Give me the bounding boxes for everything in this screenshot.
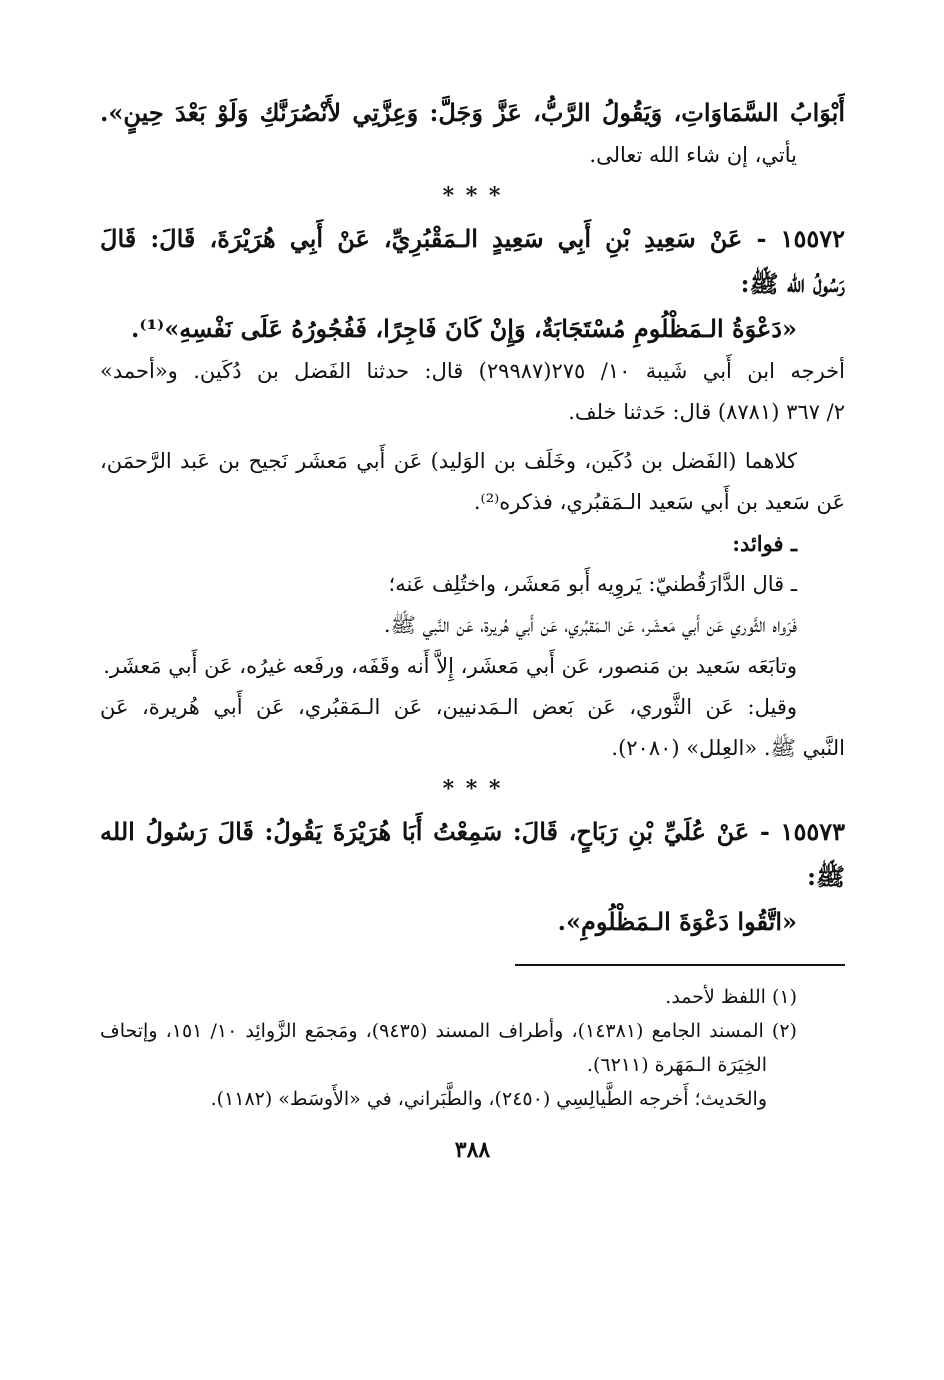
- benefit-line-3: وتابَعَه سَعيد بن مَنصور، عَن أَبي مَعشَر، إِلاَّ أَنه وقَفَه، ورفَعه غيرُه، عَن أَبي مَعشَر.: [103, 654, 797, 678]
- hadith-15573-first-line: ١٥٥٧٣ - عَنْ عُلَيِّ بْنِ رَبَاحٍ، قَالَ: سَمِعْتُ أَبَا هُرَيْرَةَ يَقُولُ: قَالَ رَسُولُ الله: [100, 817, 845, 846]
- benefit-line-5: النَّبي ﷺ. «العِلل» (٢٠٨٠).: [611, 736, 845, 760]
- footnote-1: (١) اللفظ لأحمد.: [665, 986, 797, 1008]
- chain-line-1: كلاهما (الفَضل بن دُكَين، وخَلَف بن الوَليد) عَن أَبي مَعشَر نَجيح بن عَبد الرَّحمَن،: [100, 449, 797, 473]
- section-separator: * * *: [442, 776, 503, 802]
- hadith-15573-salutation: ﷺ:: [807, 862, 845, 891]
- cross-reference-note: يأتي، إن شاء الله تعالى.: [589, 143, 797, 167]
- hadith-15573-matn: «اتَّقُوا دَعْوَةَ الـمَظْلُومِ».: [557, 907, 797, 936]
- page-number: ٣٨٨: [454, 1137, 491, 1163]
- book-page: [100, 90, 845, 1320]
- footnote-2-line-1: (٢) المسند الجامع (١٤٣٨١)، وأطراف المسند (٩٤٣٥)، ومَجمَع الزَّوائِد ١٠/ ١٥١، وإتحاف: [100, 1020, 797, 1042]
- text-line-1: أَبْوَابُ السَّمَاوَاتِ، وَيَقُولُ الرَّبُّ، عَزَّ وَجَلَّ: وَعِزَّتِي لأَنْصُرَنَّكِ وَلَوْ بَعْدَ حِينٍ».: [100, 98, 845, 127]
- benefit-line-1: ـ قال الدَّارَقُطنيّ: يَروِيه أَبو مَعشَر، واختُلِف عَنه؛: [388, 572, 797, 596]
- benefit-line-2: فَرَواه الثَّوري عَن أَبي مَعشَر، عَن الـمَقبُري، عَن أَبي هُريرة، عَن النَّبي ﷺ.: [383, 613, 797, 637]
- hadith-15572-first-line: ١٥٥٧٢ - عَنْ سَعِيدِ بْنِ أَبِي سَعِيدٍ الـمَقْبُرِيِّ، عَنْ أَبِي هُرَيْرَةَ، قَالَ: قَالَ: [100, 224, 845, 253]
- hadith-15572-matn: «دَعْوَةُ الـمَظْلُومِ مُسْتَجَابَةٌ، وَإِنْ كَانَ فَاجِرًا، فَفُجُورُهُ عَلَى نَفْسِهِ»⁽¹⁾.: [131, 314, 797, 343]
- footnote-divider: [515, 964, 845, 966]
- benefit-line-4: وقيل: عَن الثَّوري، عَن بَعض الـمَدنيين، عَن الـمَقبُري، عَن أَبي هُريرة، عَن: [100, 695, 797, 719]
- benefits-heading: ـ فوائد:: [732, 531, 797, 556]
- footnote-2-line-2: الخِيَرَة الـمَهَرة (٦٢١١).: [586, 1054, 767, 1076]
- takhrij-line-2: ٢/ ٣٦٧ (٨٧٨١) قال: حَدثنا خلف.: [568, 400, 845, 424]
- footnote-2-line-3: والحَديث؛ أَخرجه الطَّيالِسِي (٢٤٥٠)، والطَّبَراني، في «الأَوسَط» (١١٨٢).: [210, 1088, 767, 1110]
- section-separator: * * *: [442, 183, 503, 209]
- hadith-15572-attribution: رَسُولُ الله ﷺ:: [740, 269, 845, 298]
- chain-line-2: عَن سَعيد بن أَبي سَعيد الـمَقبُري، فذكره⁽²⁾.: [473, 490, 845, 514]
- takhrij-line-1: أخرجه ابن أَبي شَيبة ١٠/ ٢٧٥(٢٩٩٨٧) قال: حدثنا الفَضل بن دُكَين. و«أحمد»: [100, 359, 845, 383]
